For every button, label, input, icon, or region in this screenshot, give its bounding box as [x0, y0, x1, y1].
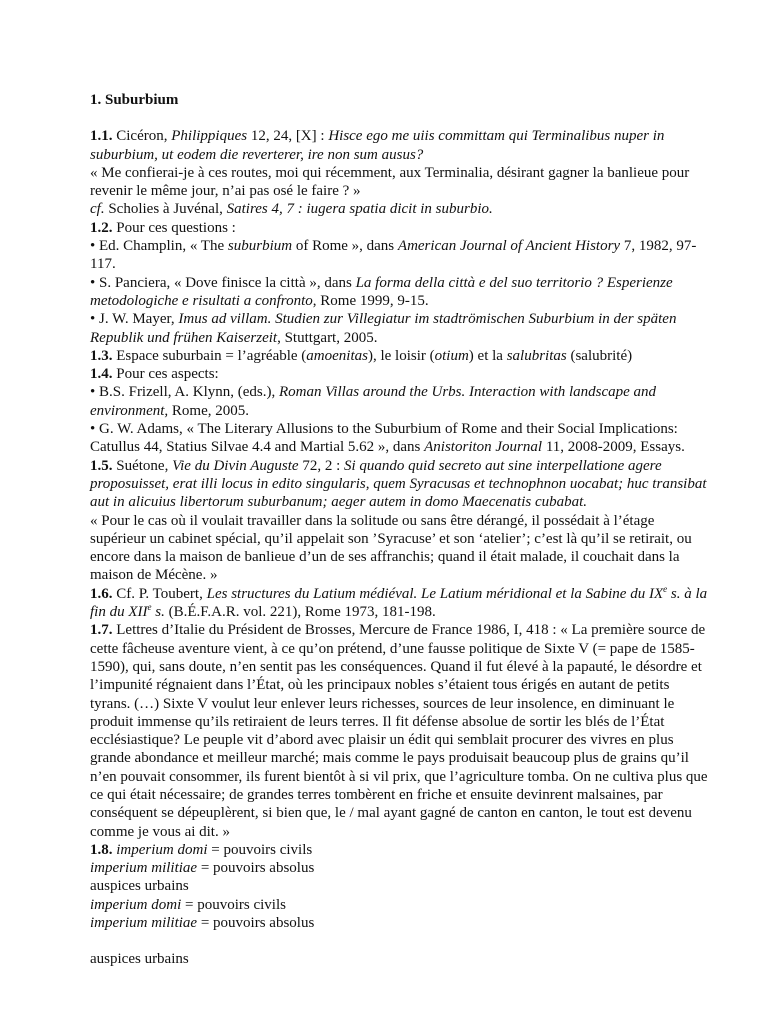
paragraph: [90, 585, 710, 622]
italic-text: s. à la fin du XII: [90, 585, 708, 621]
text-run: Cf. P. Toubert,: [112, 585, 207, 602]
section-number: 1.5.: [90, 457, 113, 474]
section-title: 1. Suburbium: [90, 92, 179, 108]
superscript: e: [147, 602, 152, 613]
section-number: 1.2.: [90, 219, 113, 236]
italic-text: Si quando quid secreto aut sine interpellatione agere proposuisset, erat illi locus in edito singularis, quem Syracusas et technophnon uocabat; huc transibat aut in alicuius libertorum suburbanum; aeger autem in domo Maecenatis cubabat.: [90, 457, 707, 511]
text-run: Espace suburbain = l’agréable (: [112, 347, 307, 364]
text-run: Pour ces aspects:: [112, 366, 219, 383]
section-number: 1.8.: [90, 841, 113, 858]
italic-text: amoenitas: [306, 347, 368, 364]
paragraph: [90, 877, 710, 895]
italic-text: Satires 4, 7 : iugera spatia dicit in suburbio.: [226, 201, 493, 218]
text-run: , Rome 1999, 9-15.: [312, 292, 429, 309]
section-number: 1.3.: [90, 347, 113, 364]
text-run: Suétone,: [112, 457, 173, 474]
text-run: 12, 24, [X] :: [247, 128, 329, 145]
text-run: • B.S. Frizell, A. Klynn, (eds.),: [90, 384, 279, 401]
italic-text: La forma della città e del suo territorio ? Esperienze metodologiche e risultati a confronto: [90, 274, 673, 309]
text-run: • J. W. Mayer,: [90, 311, 179, 328]
italic-text: Philippiques: [171, 128, 248, 145]
text-run: 7, 1982, 97-117.: [90, 238, 697, 273]
text-run: Rome, 2005.: [168, 402, 250, 419]
text-run: 72, 2 :: [298, 457, 345, 474]
text-run: = pouvoirs absolus: [197, 915, 315, 932]
blank-line: [90, 932, 710, 950]
paragraph: [90, 200, 710, 218]
section-number: 1.1.: [90, 128, 113, 145]
paragraph: [90, 621, 710, 841]
text-run: = pouvoirs civils: [181, 896, 286, 913]
text-run: ) et la: [468, 347, 507, 364]
italic-text: suburbium: [227, 238, 293, 255]
paragraph: [90, 310, 710, 347]
section-number: 1.6.: [90, 585, 113, 602]
paragraph: [90, 457, 710, 512]
paragraph: [90, 347, 710, 365]
text-run: « Pour le cas où il voulait travailler dans la solitude ou sans être dérangé, il possédait à l’étage supérieur un cabinet spécial, qu’il appelait son ’Syracuse’ et son ‘atelier’; c’est là qu’il se retirait, ou encore dans la maison de banlieue d’un de ses affranchis; quand il était malade, il couchait dans la maison de Mécène. »: [90, 512, 692, 584]
text-run: Lettres d’Italie du Président de Brosses, Mercure de France 1986, I, 418 : « La première source de cette fâcheuse aventure vient, à ce qu’on prétend, d’une fausse politique de Sixte V (= pape de 1585-1590), qui, sans doute, n’en sentit pas les conséquences. Quand il fut élevé à la papauté, le désordre et l’impunité régnaient dans l’État, où les principaux nobles s’étaient tous érigés en autant de petits tyrans. (…) Sixte V voulut leur enlever leurs richesses, sources de leur insolence, en diminuant le produit immense qu’ils retiraient de leurs terres. Il fit défense absolue de sortir les blés de l’État ecclésiastique? Le peuple vit d’abord avec plaisir un édit qui semblait procurer des vivres en plus grande abondance et meilleur marché; mais comme le pays produisait beaucoup plus de grains qu’il n’en pouvait consommer, ils furent bientôt à si vil prix, que l’agriculture tomba. On ne cultiva plus que ce qui était nécessaire; de grandes terres tombèrent en friche et ensuite devinrent malsaines, par conséquent se dépeuplèrent, si bien que, le / mal ayant gagné de canton en canton, le tout est devenu comme je vous ai dit. »: [90, 622, 708, 840]
italic-text: Les structures du Latium médiéval. Le Latium méridional et la Sabine du IX: [206, 585, 664, 602]
italic-text: salubritas: [506, 347, 567, 364]
paragraph: [90, 914, 710, 932]
text-run: • Ed. Champlin, « The: [90, 238, 228, 255]
text-run: = pouvoirs absolus: [197, 860, 315, 877]
section-number: 1.4.: [90, 366, 113, 383]
paragraph: [90, 950, 710, 968]
document-body: [90, 91, 710, 969]
italic-text: imperium militiae: [90, 915, 198, 932]
text-run: Scholies à Juvénal,: [104, 201, 227, 218]
text-run: • S. Panciera, « Dove finisce la città », dans: [90, 274, 356, 291]
text-run: of Rome », dans: [292, 238, 398, 255]
text-run: ), le loisir (: [367, 347, 435, 364]
italic-text: Imus ad villam. Studien zur Villegiatur im stadtrömischen Suburbium in der späten Republik und frühen Kaiserzeit: [90, 311, 677, 346]
text-run: auspices urbains: [90, 878, 189, 895]
paragraph: [90, 127, 710, 164]
text-run: (B.É.F.A.R. vol. 221), Rome 1973, 181-198.: [164, 604, 436, 621]
paragraph: [90, 512, 710, 585]
italic-text: cf.: [90, 201, 105, 218]
italic-text: imperium domi: [90, 896, 182, 913]
paragraph-list: [90, 127, 710, 968]
paragraph: [90, 274, 710, 311]
text-run: 11, 2008-2009, Essays.: [542, 439, 685, 456]
italic-text: otium: [434, 347, 469, 364]
text-run: • G. W. Adams, « The Literary Allusions to the Suburbium of Rome and their Social Implications: Catullus 44, Statius Silvae 4.4 and Martial 5.62 », dans: [90, 421, 678, 456]
text-run: « Me confierai-je à ces routes, moi qui récemment, aux Terminalia, désirant gagner la banlieue pour revenir le même jour, n’ai pas osé le faire ? »: [90, 164, 690, 200]
paragraph: [90, 420, 710, 457]
text-run: Cicéron,: [112, 128, 172, 145]
italic-text: Anistoriton Journal: [424, 439, 543, 456]
italic-text: imperium militiae: [90, 860, 198, 877]
paragraph: [90, 219, 710, 237]
text-run: auspices urbains: [90, 951, 189, 968]
text-run: (salubrité): [566, 347, 633, 364]
paragraph: [90, 237, 710, 274]
superscript: e: [663, 583, 668, 594]
paragraph: [90, 841, 710, 859]
italic-text: Vie du Divin Auguste: [172, 457, 299, 474]
italic-text: Hisce ego me uiis committam qui Terminalibus nuper in suburbium, ut eodem die reverterer, ire non sum ausus?: [90, 128, 665, 163]
text-run: = pouvoirs civils: [207, 841, 313, 858]
italic-text: American Journal of Ancient History: [397, 238, 621, 255]
paragraph: [90, 896, 710, 914]
paragraph: [90, 365, 710, 383]
paragraph: [90, 383, 710, 420]
italic-text: s.: [151, 604, 165, 621]
section-number: 1.7.: [90, 622, 113, 639]
text-run: , Stuttgart, 2005.: [277, 329, 378, 346]
paragraph: [90, 164, 710, 201]
text-run: Pour ces questions :: [112, 219, 236, 236]
italic-text: imperium domi: [116, 841, 208, 858]
paragraph: [90, 859, 710, 877]
italic-text: Roman Villas around the Urbs. Interaction with landscape and environment,: [90, 384, 657, 419]
